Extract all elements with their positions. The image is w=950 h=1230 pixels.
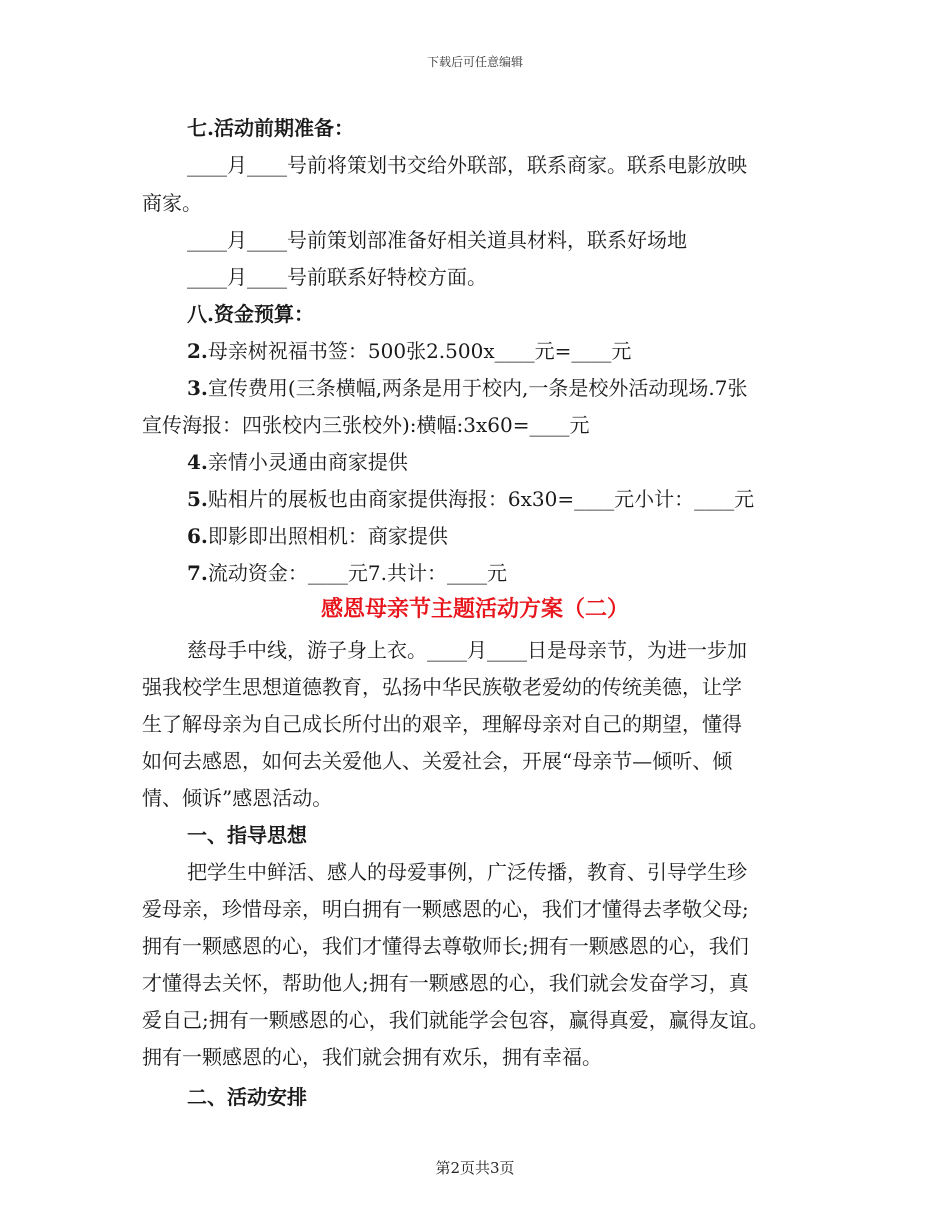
budget-item xyxy=(187,448,408,476)
section7-para2: ____月____号前策划部准备好相关道具材料，联系好场地 xyxy=(187,228,687,252)
section7-para3: ____月____号前联系好特校方面。 xyxy=(187,265,487,289)
section7-para1-line2: 商家。 xyxy=(142,191,202,215)
budget-item xyxy=(187,337,631,365)
intro-line: 如何去感恩，如何去关爱他人、关爱社会，开展“母亲节—倾听、倾 xyxy=(142,749,733,773)
budget-item-number: 6. xyxy=(187,524,208,548)
guide-line: 拥有一颗感恩的心，我们才懂得去尊敬师长;拥有一颗感恩的心，我们 xyxy=(142,934,749,958)
guide-line: 爱母亲，珍惜母亲，明白拥有一颗感恩的心，我们才懂得去孝敬父母; xyxy=(142,897,749,921)
budget-item-number: 3. xyxy=(187,376,208,400)
intro-line: 慈母手中线，游子身上衣。____月____日是母亲节，为进一步加 xyxy=(187,638,747,662)
budget-item-text: 宣传费用(三条横幅,两条是用于校内,一条是校外活动现场.7张 xyxy=(207,376,748,400)
header-note: 下载后可任意编辑 xyxy=(426,55,523,69)
intro-line: 强我校学生思想道德教育，弘扬中华民族敬老爱幼的传统美德，让学 xyxy=(142,675,742,699)
budget-item xyxy=(187,374,748,402)
budget-item xyxy=(187,485,754,513)
guide-line: 把学生中鲜活、感人的母爱事例，广泛传播，教育、引导学生珍 xyxy=(187,860,747,884)
section7-para1-line1: ____月____号前将策划书交给外联部，联系商家。联系电影放映 xyxy=(187,153,747,177)
budget-item-text: 贴相片的展板也由商家提供海报：6x30=____元小计：____元 xyxy=(207,487,755,511)
page-number: 第2页共3页 xyxy=(435,1159,515,1177)
budget-item-text: 亲情小灵通由商家提供 xyxy=(207,450,408,474)
budget-item-number: 2. xyxy=(187,339,208,363)
guide-line: 爱自己;拥有一颗感恩的心，我们就能学会包容，赢得真爱，赢得友谊。 xyxy=(142,1008,769,1032)
budget-item-text: 流动资金：____元7.共计：____元 xyxy=(207,561,507,585)
budget-item-number: 4. xyxy=(187,450,208,474)
budget-item xyxy=(187,559,507,587)
section8-heading: 八.资金预算： xyxy=(187,302,314,326)
plan2-title: 感恩母亲节主题活动方案（二） xyxy=(320,596,629,622)
budget-item xyxy=(187,522,448,550)
budget-item-number: 5. xyxy=(187,487,208,511)
budget-item-number: 7. xyxy=(187,561,208,585)
section7-heading: 七.活动前期准备： xyxy=(187,116,354,140)
guide-line: 才懂得去关怀，帮助他人;拥有一颗感恩的心，我们就会发奋学习，真 xyxy=(142,971,749,995)
intro-line: 情、倾诉”感恩活动。 xyxy=(142,786,333,810)
guide-line: 拥有一颗感恩的心，我们就会拥有欢乐，拥有幸福。 xyxy=(142,1045,602,1069)
budget-item-text: 宣传海报：四张校内三张校外):横幅:3x60=____元 xyxy=(142,413,590,437)
guide-heading: 一、指导思想 xyxy=(187,823,307,847)
arrange-heading: 二、活动安排 xyxy=(187,1085,307,1109)
intro-line: 生了解母亲为自己成长所付出的艰辛，理解母亲对自己的期望，懂得 xyxy=(142,712,742,736)
budget-item-text: 即影即出照相机：商家提供 xyxy=(207,524,448,548)
budget-item-text: 母亲树祝福书签：500张2.500x____元=____元 xyxy=(207,339,632,363)
budget-item-continuation xyxy=(142,411,590,439)
